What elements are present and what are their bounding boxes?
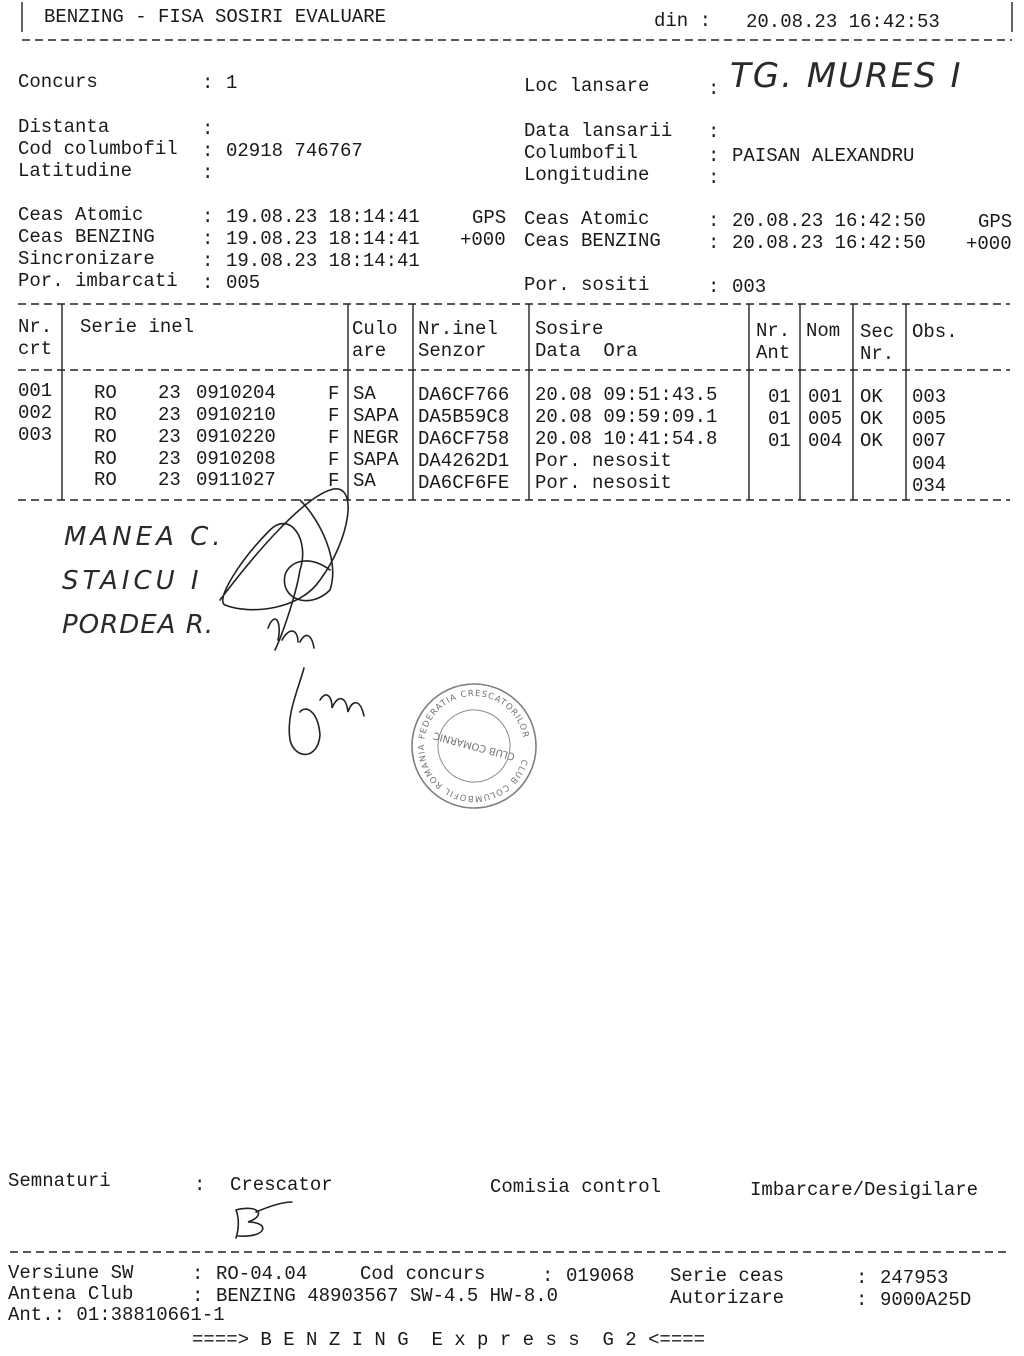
th-nr-ant-2: Ant	[756, 342, 791, 364]
colon: :	[202, 72, 214, 94]
sincronizare-value: 19.08.23 18:14:41	[226, 250, 420, 272]
ceas-atomic-right-suffix: GPS	[978, 211, 1013, 233]
cell-arrival: 20.08 09:59:09.1	[535, 406, 718, 428]
colon: :	[202, 162, 214, 184]
cell-nr: 003	[18, 424, 53, 446]
serie-ceas-value: 247953	[880, 1267, 949, 1289]
th-culo: Culo	[352, 318, 398, 340]
loc-lansare-label: Loc lansare	[524, 75, 650, 97]
colon: :	[192, 1285, 204, 1307]
colon: :	[192, 1263, 204, 1285]
cod-concurs-label: Cod concurs	[360, 1263, 486, 1285]
ceas-benzing-label: Ceas BENZING	[18, 226, 155, 248]
cell-year: 23	[158, 426, 181, 448]
cell-year: 23	[158, 382, 181, 404]
por-sositi-value: 003	[732, 276, 767, 298]
data-lansarii-label: Data lansarii	[524, 120, 673, 142]
cell-country: RO	[94, 426, 117, 448]
ceas-atomic-right-label: Ceas Atomic	[524, 208, 650, 230]
cod-concurs-value: 019068	[566, 1265, 635, 1287]
cell-obs: 034	[912, 475, 947, 497]
colon: :	[708, 145, 720, 167]
th-nr: Nr.	[18, 316, 53, 338]
colon: :	[202, 250, 214, 272]
stamp-outer-text: CLUB COLUMBOFIL ROMANIA FEDERATIA CRESCATORILOR	[416, 688, 531, 804]
cell-sec: OK	[860, 430, 883, 452]
colon: :	[708, 121, 720, 143]
benzing-banner: ====> B E N Z I N G E x p r e s s G 2 <====	[192, 1329, 706, 1351]
cell-ring: 0911027	[196, 469, 276, 491]
serie-ceas-label: Serie ceas	[670, 1265, 785, 1287]
th-senzor: Senzor	[418, 340, 487, 362]
cell-sex: F	[328, 383, 340, 405]
cell-sex: F	[328, 449, 340, 471]
cell-obs: 005	[912, 408, 947, 430]
th-sosire: Sosire	[535, 318, 604, 340]
din-value: 20.08.23 16:42:53	[746, 11, 940, 33]
concurs-value: 1	[226, 72, 238, 94]
handwritten-name: STAICU I	[62, 566, 203, 596]
th-are: are	[352, 340, 387, 362]
cell-sec: OK	[860, 408, 883, 430]
sincronizare-label: Sincronizare	[18, 248, 155, 270]
th-nr-inel: Nr.inel	[418, 318, 498, 340]
cell-sex: F	[328, 427, 340, 449]
versiune-label: Versiune SW	[8, 1262, 134, 1284]
cell-country: RO	[94, 404, 117, 426]
th-sec-nr: Nr.	[860, 343, 895, 365]
th-sec: Sec	[860, 321, 895, 343]
cell-nom: 005	[808, 408, 843, 430]
imbarcare-label: Imbarcare/Desigilare	[750, 1179, 979, 1201]
cell-nr: 001	[18, 380, 53, 402]
cell-obs: 003	[912, 386, 947, 408]
cell-ant: 01	[768, 430, 791, 452]
autorizare-label: Autorizare	[670, 1287, 785, 1309]
semnaturi-label: Semnaturi	[8, 1170, 111, 1192]
cell-ant: 01	[768, 386, 791, 408]
th-nom: Nom	[806, 320, 841, 342]
por-imbarcati-label: Por. imbarcati	[18, 270, 178, 292]
concurs-label: Concurs	[18, 71, 98, 93]
cell-country: RO	[94, 469, 117, 491]
por-imbarcati-value: 005	[226, 272, 261, 294]
ceas-benzing-value: 19.08.23 18:14:41	[226, 228, 420, 250]
colon: :	[708, 276, 720, 298]
cell-year: 23	[158, 469, 181, 491]
th-obs: Obs.	[912, 321, 958, 343]
cell-ring: 0910220	[196, 426, 276, 448]
ceas-benzing-right-value: 20.08.23 16:42:50	[732, 232, 926, 254]
antena-label: Antena Club	[8, 1283, 134, 1305]
semnaturi-colon: :	[194, 1174, 206, 1196]
cell-nom: 004	[808, 430, 843, 452]
versiune-value: RO-04.04	[216, 1263, 308, 1285]
cell-ring: 0910208	[196, 448, 276, 470]
ceas-atomic-right-value: 20.08.23 16:42:50	[732, 210, 926, 232]
cell-arrival: 20.08 09:51:43.5	[535, 384, 718, 406]
ceas-benzing-right-suffix: +000	[966, 233, 1012, 255]
cell-ring: 0910210	[196, 404, 276, 426]
cell-year: 23	[158, 404, 181, 426]
ant-line: Ant.: 01:38810661-1	[8, 1304, 225, 1326]
cell-color: SA	[353, 470, 376, 492]
cell-color: NEGR	[353, 427, 399, 449]
cell-ant: 01	[768, 408, 791, 430]
cod-columbofil-label: Cod columbofil	[18, 138, 178, 160]
cell-sex: F	[328, 470, 340, 492]
th-nr-ant-1: Nr.	[756, 320, 791, 342]
colon: :	[708, 167, 720, 189]
cod-columbofil-value: 02918 746767	[226, 140, 363, 162]
distanta-label: Distanta	[18, 116, 110, 138]
cell-sex: F	[328, 405, 340, 427]
handwritten-name: MANEA C.	[64, 522, 225, 552]
colon: :	[708, 210, 720, 232]
stamp-inner-text: CLUB COMARNIC	[432, 729, 517, 762]
cell-sensor: DA4262D1	[418, 450, 510, 472]
colon: :	[708, 232, 720, 254]
colon: :	[856, 1289, 868, 1311]
cell-arrival: 20.08 10:41:54.8	[535, 428, 718, 450]
cell-nr: 002	[18, 402, 53, 424]
colon: :	[856, 1267, 868, 1289]
autorizare-value: 9000A25D	[880, 1289, 972, 1311]
latitudine-label: Latitudine	[18, 160, 133, 182]
cell-sensor: DA5B59C8	[418, 406, 510, 428]
por-sositi-label: Por. sositi	[524, 274, 650, 296]
cell-ring: 0910204	[196, 382, 276, 404]
cell-obs: 004	[912, 453, 947, 475]
din-label: din :	[654, 10, 712, 32]
columbofil-label: Columbofil	[524, 142, 639, 164]
longitudine-label: Longitudine	[524, 164, 650, 186]
cell-year: 23	[158, 448, 181, 470]
cell-sec: OK	[860, 386, 883, 408]
cell-country: RO	[94, 382, 117, 404]
colon: :	[202, 206, 214, 228]
cell-sensor: DA6CF6FE	[418, 472, 510, 494]
colon: :	[202, 140, 214, 162]
ceas-atomic-value: 19.08.23 18:14:41	[226, 206, 420, 228]
cell-nom: 001	[808, 386, 843, 408]
ceas-benzing-suffix: +000	[460, 229, 506, 251]
antena-value: BENZING 48903567 SW-4.5 HW-8.0	[216, 1285, 559, 1307]
columbofil-value: PAISAN ALEXANDRU	[732, 145, 915, 167]
cell-arrival: Por. nesosit	[535, 450, 672, 472]
colon: :	[202, 228, 214, 250]
cell-color: SAPA	[353, 449, 399, 471]
colon: :	[202, 272, 214, 294]
colon: :	[202, 118, 214, 140]
colon: :	[708, 78, 720, 100]
handwritten-name: PORDEA R.	[62, 610, 215, 640]
th-crt: crt	[18, 338, 53, 360]
cell-sensor: DA6CF766	[418, 384, 510, 406]
cell-sensor: DA6CF758	[418, 428, 510, 450]
cell-color: SA	[353, 383, 376, 405]
colon: :	[542, 1265, 554, 1287]
cell-obs: 007	[912, 430, 947, 452]
loc-lansare-value: TG. MURES I	[730, 56, 963, 96]
comisia-label: Comisia control	[490, 1176, 662, 1198]
report-title: BENZING - FISA SOSIRI EVALUARE	[44, 6, 387, 28]
cell-country: RO	[94, 448, 117, 470]
th-serie-inel: Serie inel	[80, 316, 195, 338]
ceas-atomic-label: Ceas Atomic	[18, 204, 144, 226]
th-data-ora: Data Ora	[535, 340, 638, 362]
cell-color: SAPA	[353, 405, 399, 427]
ceas-benzing-right-label: Ceas BENZING	[524, 230, 661, 252]
crescator-label: Crescator	[230, 1174, 333, 1196]
ceas-atomic-suffix: GPS	[472, 207, 507, 229]
cell-arrival: Por. nesosit	[535, 472, 672, 494]
